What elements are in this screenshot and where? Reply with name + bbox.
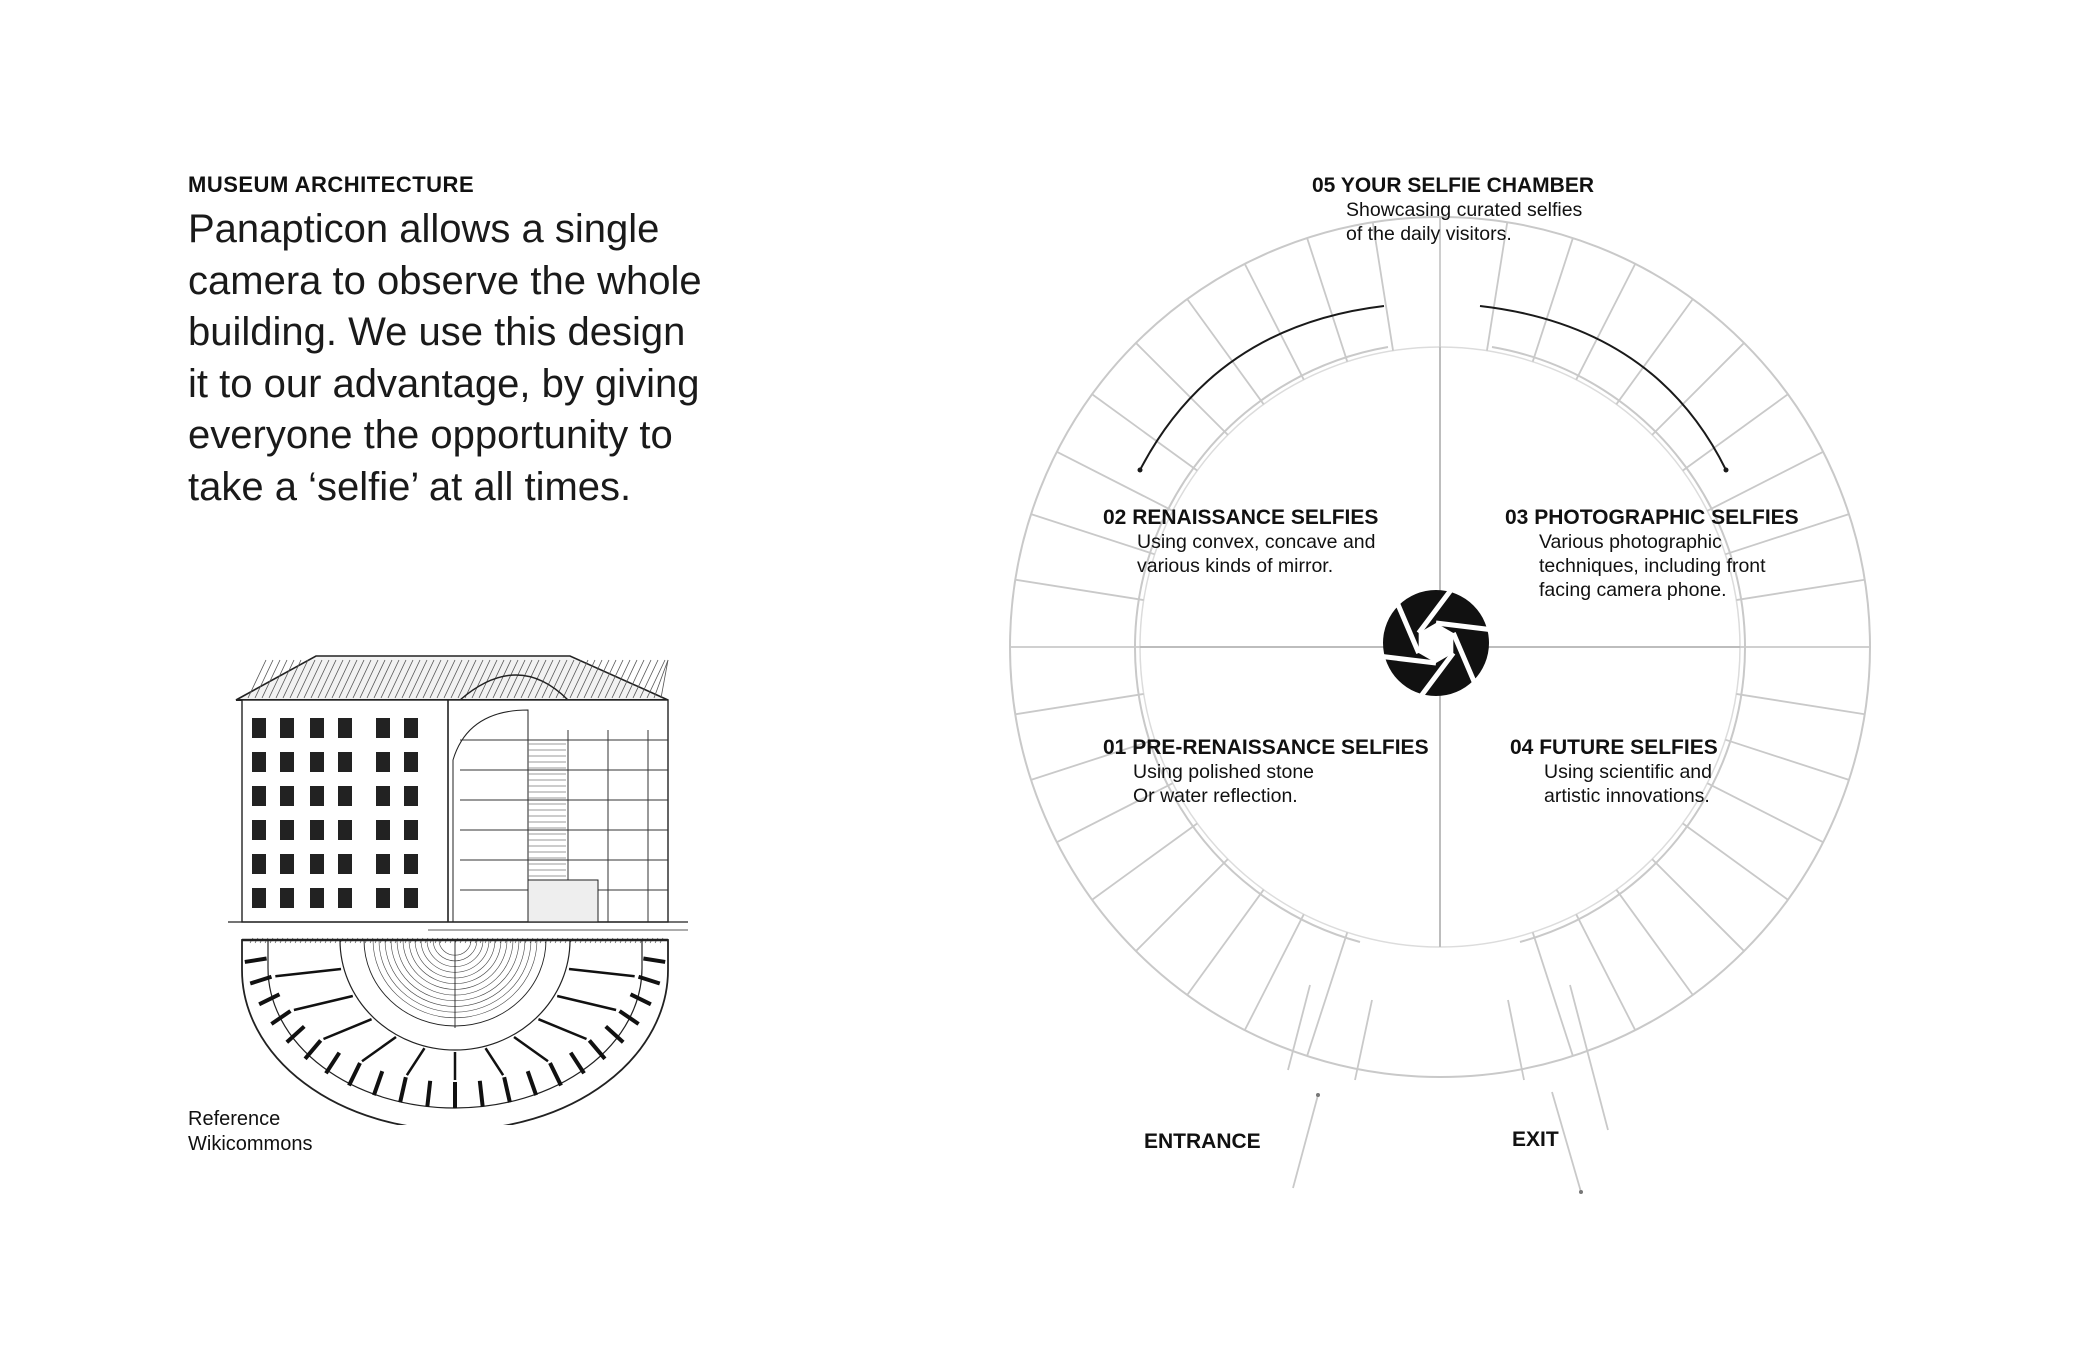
cell-wall	[1616, 299, 1692, 404]
zone-description: facing camera phone.	[1539, 579, 1727, 601]
path-end-dot	[1724, 468, 1729, 473]
intro-line: take a ‘selfie’ at all times.	[188, 464, 632, 509]
zone-description: Using convex, concave and	[1137, 531, 1376, 553]
zone-label-renaissance	[1103, 506, 1378, 577]
section-eyebrow: MUSEUM ARCHITECTURE	[188, 172, 475, 197]
zone-description: Showcasing curated selfies	[1346, 199, 1583, 221]
zone-title: 05 YOUR SELFIE CHAMBER	[1312, 174, 1594, 197]
cell-wall	[1015, 694, 1143, 714]
cell-wall	[1245, 914, 1304, 1030]
cell-wall	[1652, 859, 1744, 951]
zone-description: various kinds of mirror.	[1137, 555, 1334, 577]
intro-line: everyone the opportunity to	[188, 413, 673, 457]
zone-title: 04 FUTURE SELFIES	[1510, 736, 1718, 759]
cell-wall	[1187, 890, 1263, 995]
cell-wall	[1307, 932, 1347, 1056]
path-dot	[1316, 1093, 1320, 1097]
zone-description: Using scientific and	[1544, 761, 1712, 783]
intro-line: camera to observe the whole	[188, 258, 702, 303]
zone-title: 03 PHOTOGRAPHIC SELFIES	[1505, 506, 1799, 529]
intro-line: it to our advantage, by giving	[188, 361, 700, 406]
zone-description: techniques, including front	[1539, 555, 1766, 577]
cell-wall	[1652, 343, 1744, 435]
entrance-path-line	[1293, 1095, 1318, 1188]
cell-wall	[1576, 264, 1635, 380]
cell-wall	[1683, 823, 1788, 899]
entrance-label: ENTRANCE	[1144, 1130, 1261, 1153]
exit-label: EXIT	[1512, 1128, 1559, 1151]
cell-wall	[1533, 932, 1573, 1056]
intro-line: building. We use this design	[188, 310, 686, 354]
cell-wall	[1683, 394, 1788, 470]
cell-wall	[1736, 580, 1864, 600]
corridor-wall	[1288, 985, 1310, 1070]
cell-wall	[1707, 783, 1823, 842]
zone-label-photographic	[1505, 506, 1799, 601]
zone-description: of the daily visitors.	[1346, 223, 1512, 245]
cell-wall	[1736, 694, 1864, 714]
zone-description: Or water reflection.	[1133, 785, 1298, 807]
inner-ring-lower-left	[1180, 807, 1360, 942]
zone-title: 01 PRE-RENAISSANCE SELFIES	[1103, 736, 1429, 759]
path-dot	[1579, 1190, 1583, 1194]
reference-label: Reference	[188, 1108, 281, 1130]
visitor-path-arc-right	[1480, 306, 1726, 470]
path-end-dot	[1138, 468, 1143, 473]
zone-label-pre-renaissance	[1103, 736, 1429, 807]
cell-wall	[1725, 740, 1849, 780]
cell-wall	[1707, 452, 1823, 511]
cell-wall	[1307, 238, 1347, 362]
zone-label-future	[1510, 736, 1718, 807]
cell-wall	[1533, 238, 1573, 362]
cell-wall	[1057, 452, 1173, 511]
inner-ring-lower-right	[1520, 807, 1700, 942]
cell-wall	[1616, 890, 1692, 995]
reference-source: Wikicommons	[188, 1133, 313, 1155]
visitor-path-arc-left	[1140, 306, 1384, 470]
corridor-wall	[1570, 985, 1608, 1130]
zone-title: 02 RENAISSANCE SELFIES	[1103, 506, 1379, 529]
cell-wall	[1015, 580, 1143, 600]
cell-wall	[1136, 859, 1228, 951]
cell-wall	[1092, 823, 1197, 899]
cell-wall	[1245, 264, 1304, 380]
zone-description: artistic innovations.	[1544, 785, 1710, 807]
zone-description: Various photographic	[1539, 531, 1722, 553]
zone-description: Using polished stone	[1133, 761, 1315, 783]
cell-wall	[1576, 914, 1635, 1030]
corridor-wall	[1355, 1000, 1372, 1080]
camera-aperture-icon	[1383, 590, 1489, 696]
cell-wall	[1136, 343, 1228, 435]
corridor-wall	[1508, 1000, 1524, 1080]
intro-line: Panapticon allows a single	[188, 207, 660, 251]
zone-label-selfie-chamber	[1312, 174, 1594, 245]
